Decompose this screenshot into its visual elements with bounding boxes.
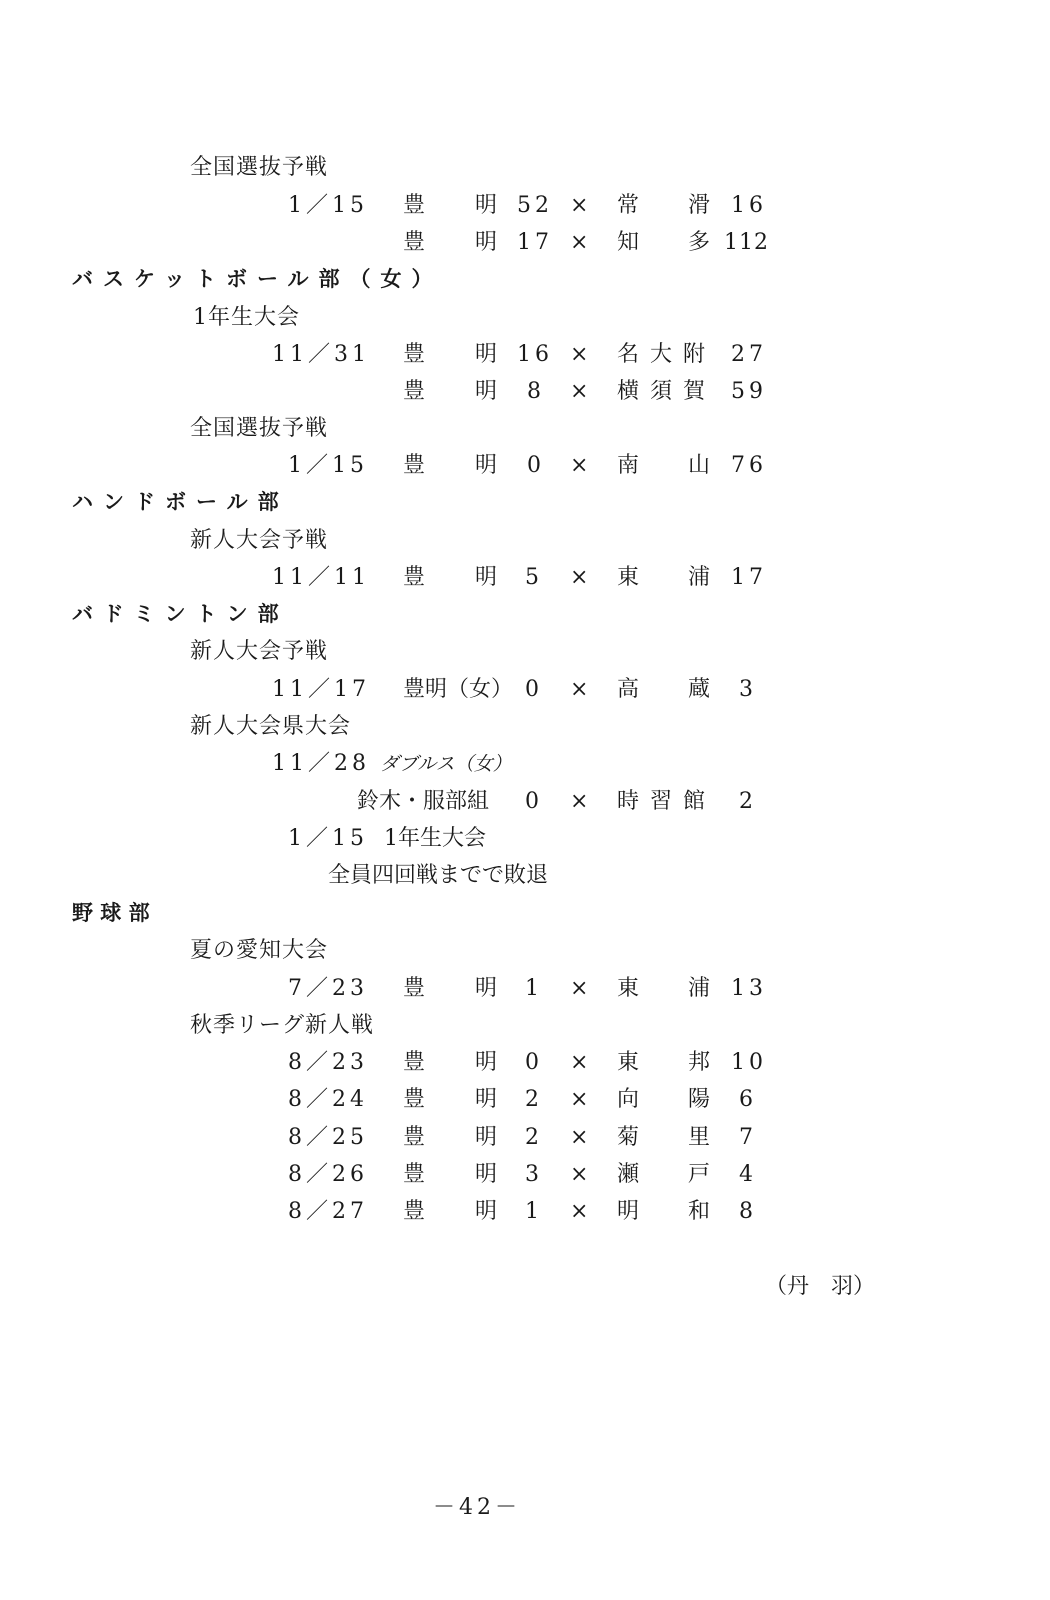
team-score: 52 [517,193,553,218]
team-score: 0 [525,1050,543,1075]
team-name: 明 [475,342,498,367]
team-score: 3 [525,1162,543,1187]
opponent-score: 27 [731,342,767,367]
match-date: 8／25 [288,1125,368,1150]
opponent-score: 3 [739,677,757,702]
opponent-score: 8 [739,1199,757,1224]
team-name: 豊 [403,453,426,478]
opponent-name: 滑 [688,193,711,218]
opponent-name: 東 [617,565,640,590]
team-score: 0 [525,789,543,814]
event-title: 1年生大会 [193,305,300,330]
opponent-name: 戸 [688,1162,711,1187]
team-name: 豊 [403,565,426,590]
opponent-score: 112 [724,230,769,255]
opponent-name: 浦 [688,565,711,590]
versus-mark: × [570,1199,589,1224]
match-date: 11／31 [272,342,370,367]
versus-mark: × [570,1162,589,1187]
team-name: 豊 [403,230,426,255]
event-title: 新人大会予戦 [190,639,329,664]
club-title: バスケットボール部（女） [72,267,443,291]
match-date: 11／11 [272,565,370,590]
match-date: 8／26 [288,1162,368,1187]
team-name: 明 [475,453,498,478]
team-name: 豊 [403,1125,426,1150]
event-title: 全国選抜予戦 [190,155,329,180]
category-note: ダブルス（女） [380,753,512,775]
versus-mark: × [570,976,589,1001]
versus-mark: × [570,230,589,255]
team-score: 16 [517,342,553,367]
opponent-name: 邦 [688,1050,711,1075]
team-name: 明 [475,379,498,404]
team-score: 0 [527,453,545,478]
event-title: 秋季リーグ新人戦 [190,1013,375,1038]
opponent-name: 名 大 附 [617,342,707,367]
versus-mark: × [570,379,589,404]
team-name: 豊 [403,1199,426,1224]
opponent-score: 7 [739,1125,757,1150]
versus-mark: × [570,565,589,590]
versus-mark: × [570,1125,589,1150]
author-signature: （丹 羽） [765,1274,876,1299]
team-score: 5 [525,565,543,590]
match-date: 1／15 [288,193,368,218]
team-name: 明 [475,1050,498,1075]
team-score: 1 [525,1199,543,1224]
match-date: 11／17 [272,677,370,702]
match-date: 7／23 [288,976,368,1001]
opponent-name: 山 [688,453,711,478]
match-date: 8／24 [288,1087,368,1112]
event-title: 新人大会予戦 [190,528,329,553]
opponent-name: 知 [617,230,640,255]
opponent-name: 明 [617,1199,640,1224]
opponent-name: 常 [617,193,640,218]
opponent-score: 59 [731,379,767,404]
opponent-name: 時 習 館 [617,789,707,814]
team-name: 明 [475,230,498,255]
team-score: 8 [527,379,545,404]
team-score: 17 [517,230,553,255]
opponent-name: 向 [617,1087,640,1112]
page-number: －42－ [433,1495,521,1520]
team-name: 豊 [403,1087,426,1112]
opponent-name: 浦 [688,976,711,1001]
opponent-name: 高 [617,677,640,702]
opponent-name: 里 [688,1125,711,1150]
opponent-name: 和 [688,1199,711,1224]
opponent-name: 蔵 [688,677,711,702]
team-name: 明 [475,193,498,218]
opponent-name: 多 [688,230,711,255]
versus-mark: × [570,342,589,367]
opponent-name: 南 [617,453,640,478]
club-title: バドミントン部 [72,602,289,626]
team-score: 2 [525,1087,543,1112]
opponent-name: 東 [617,1050,640,1075]
event-title: 全国選抜予戦 [190,416,329,441]
team-name: 豊明（女） [403,677,514,702]
opponent-score: 17 [731,565,767,590]
versus-mark: × [570,453,589,478]
event-title: 夏の愛知大会 [190,938,329,963]
opponent-name: 瀬 [617,1162,640,1187]
versus-mark: × [570,1050,589,1075]
match-date: 8／27 [288,1199,368,1224]
team-name: 明 [475,1125,498,1150]
team-name: 明 [475,1087,498,1112]
match-date: 8／23 [288,1050,368,1075]
team-name: 明 [475,1162,498,1187]
versus-mark: × [570,1087,589,1112]
opponent-name: 菊 [617,1125,640,1150]
team-name: 豊 [403,193,426,218]
opponent-score: 2 [739,789,757,814]
match-date: 11／28 [272,751,370,776]
team-name: 豊 [403,1050,426,1075]
opponent-score: 13 [731,976,767,1001]
team-score: 0 [525,677,543,702]
opponent-name: 横 須 賀 [617,379,707,404]
result-note: 全員四回戦までで敗退 [328,863,549,888]
match-date: 1／15 [288,826,368,851]
team-score: 2 [525,1125,543,1150]
team-name: 鈴木・服部組 [357,789,490,814]
opponent-name: 陽 [688,1087,711,1112]
opponent-score: 16 [731,193,767,218]
versus-mark: × [570,789,589,814]
opponent-score: 10 [731,1050,767,1075]
opponent-name: 東 [617,976,640,1001]
club-title: 野 球 部 [72,901,150,925]
match-date: 1／15 [288,453,368,478]
team-name: 豊 [403,379,426,404]
opponent-score: 6 [739,1087,757,1112]
team-name: 豊 [403,976,426,1001]
team-name: 豊 [403,1162,426,1187]
team-name: 豊 [403,342,426,367]
club-title: ハンドボール部 [72,490,289,514]
versus-mark: × [570,193,589,218]
team-score: 1 [525,976,543,1001]
team-name: 明 [475,1199,498,1224]
opponent-score: 4 [739,1162,757,1187]
versus-mark: × [570,677,589,702]
team-name: 明 [475,565,498,590]
opponent-score: 76 [731,453,767,478]
team-name: 明 [475,976,498,1001]
event-title: 新人大会県大会 [190,714,352,739]
event-title: 1年生大会 [384,826,486,851]
